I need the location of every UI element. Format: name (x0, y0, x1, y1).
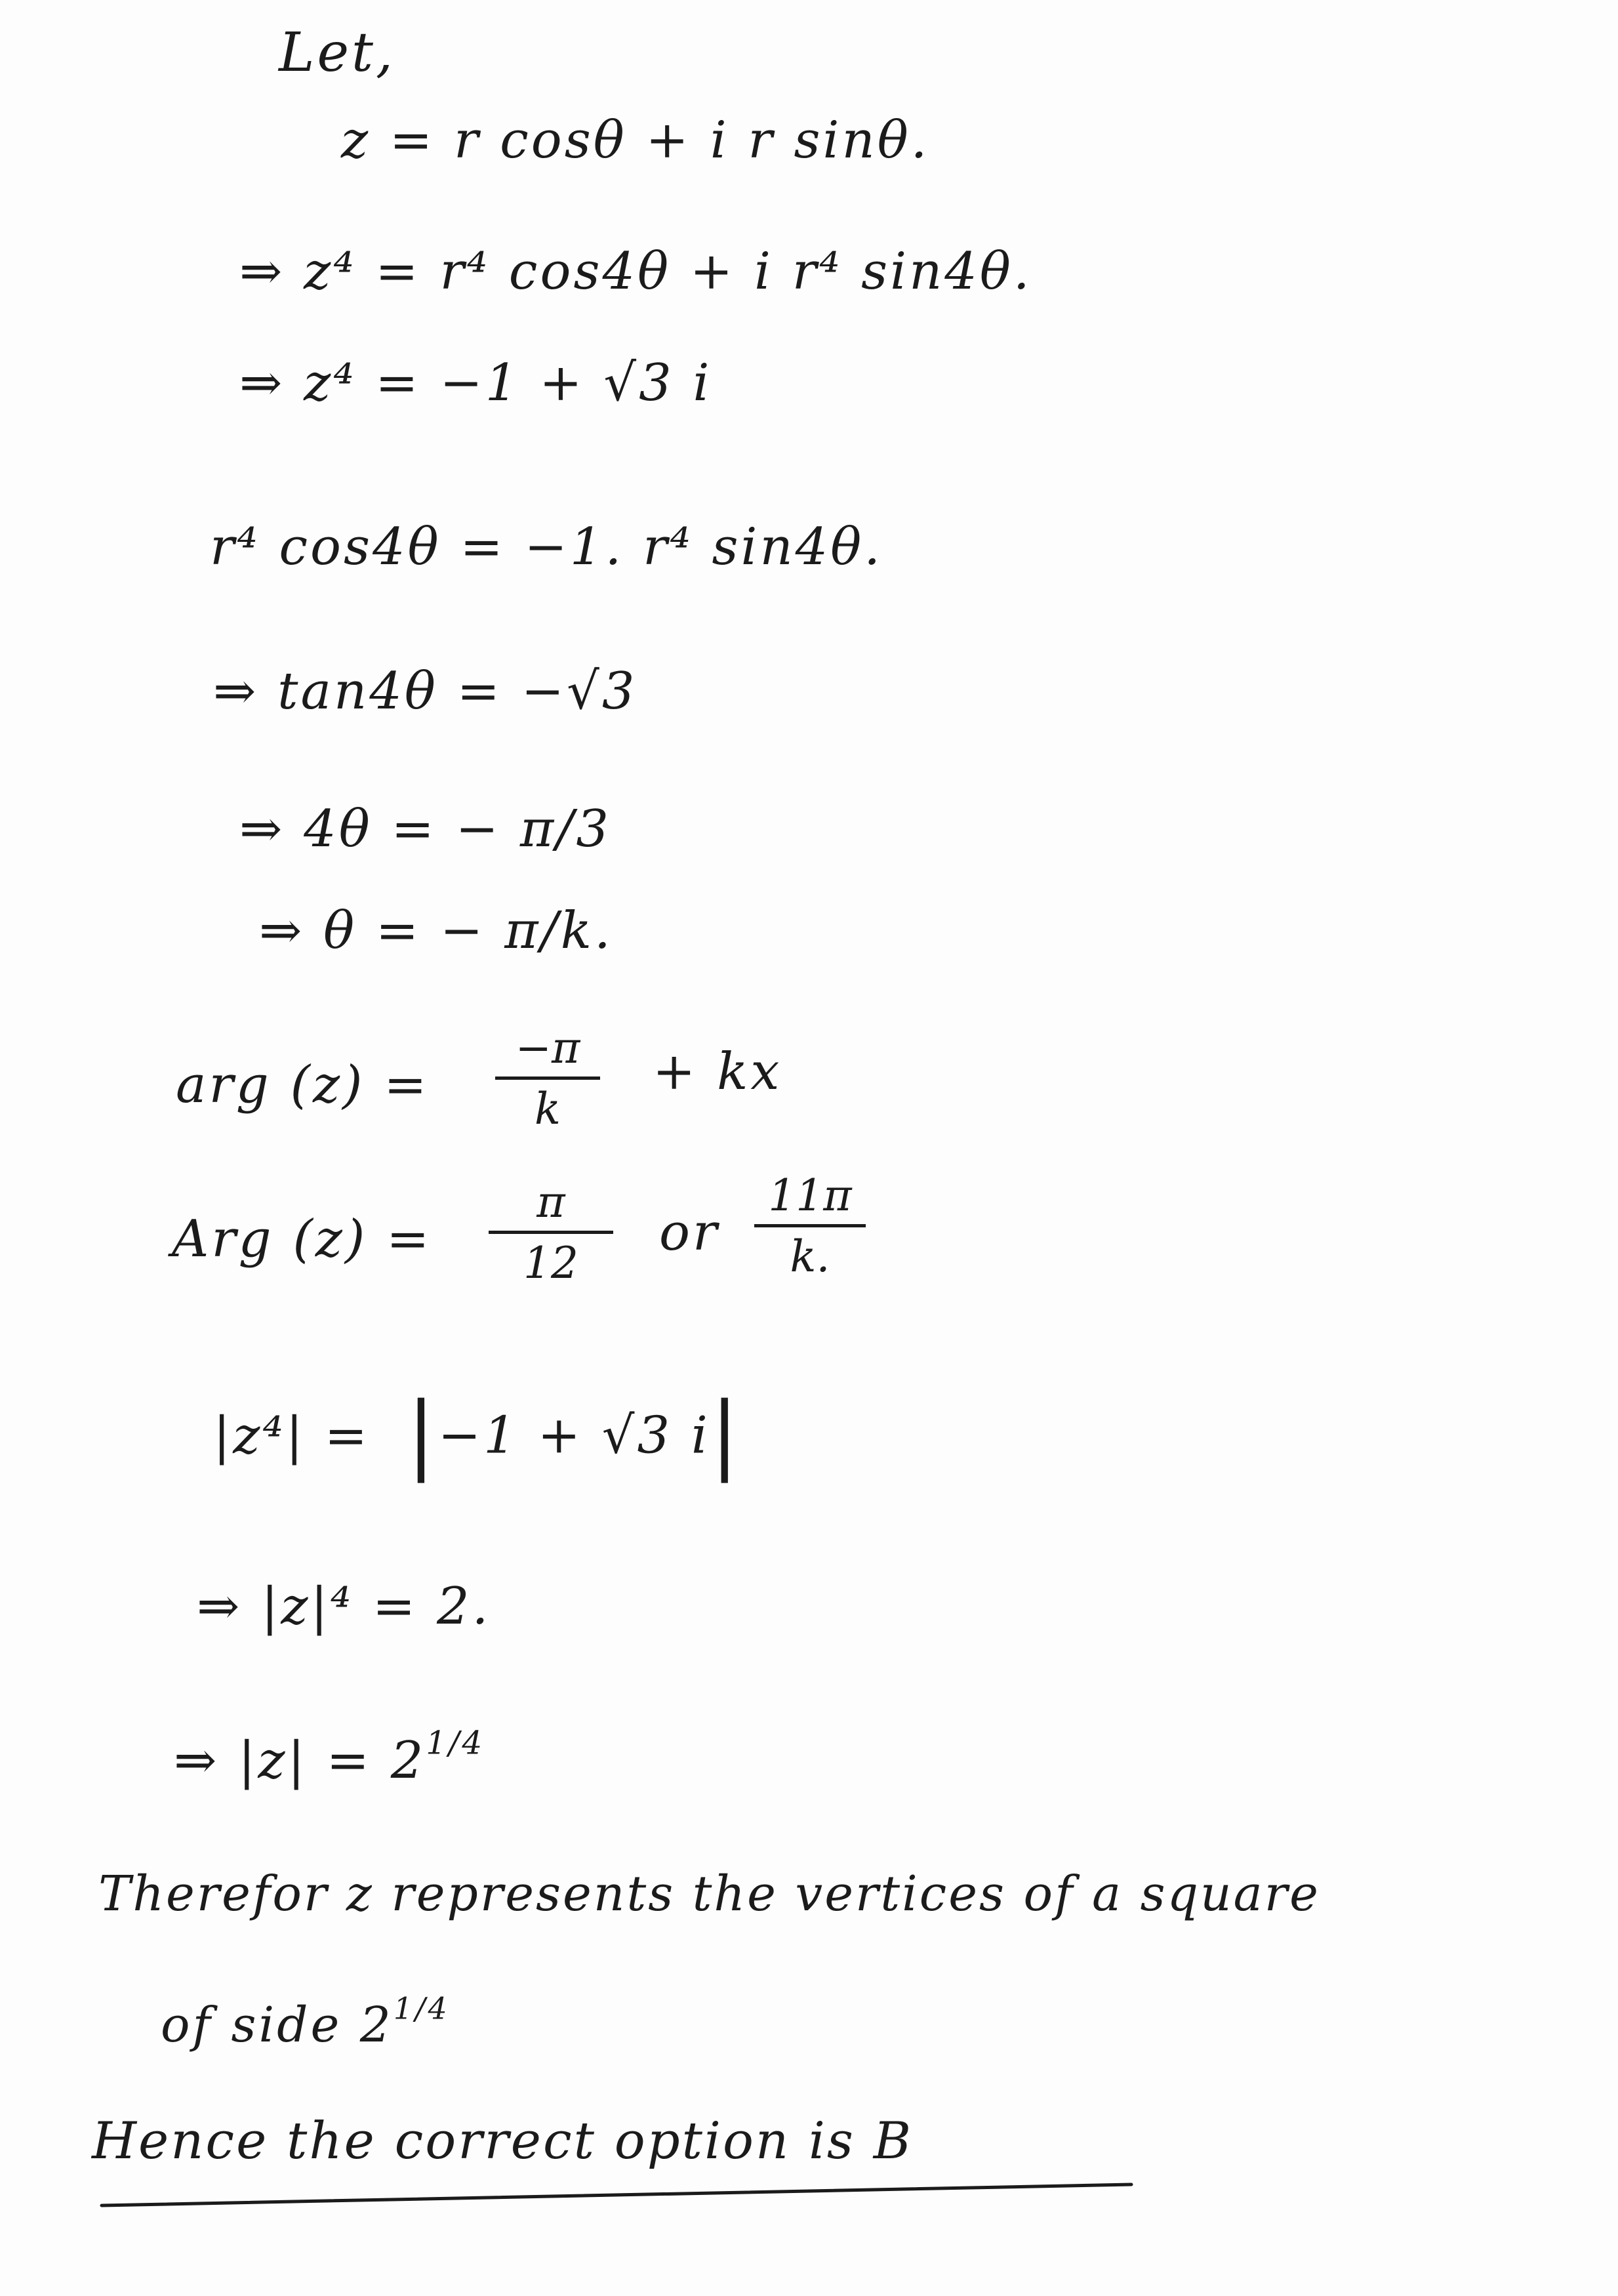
mod-line-3 (174, 1725, 485, 1790)
arg-denominator: k (535, 1084, 561, 1134)
arg-lhs: arg (z) = (176, 1056, 430, 1115)
let-text: Let, (279, 22, 395, 84)
line-z4-polar: ⇒ z⁴ = r⁴ cos4θ + i r⁴ sin4θ. (239, 242, 1032, 301)
line-theta: ⇒ θ = − π/k. (259, 901, 613, 960)
mod-rhs (407, 1384, 742, 1483)
line-tan: ⇒ tan4θ = −√3 (213, 662, 637, 721)
line-z4-value: ⇒ z⁴ = −1 + √3 i (239, 354, 712, 413)
mod-line-3-base: ⇒ |z| = 2 (174, 1731, 426, 1790)
Arg-f1-denominator: 12 (523, 1238, 578, 1288)
line-4theta: ⇒ 4θ = − π/3 (239, 800, 611, 859)
line-equate: r⁴ cos4θ = −1. r⁴ sin4θ. (210, 518, 883, 577)
answer-line: Hence the correct option is B (92, 2112, 914, 2171)
answer-underline (98, 2178, 1135, 2217)
side-exponent: 1/4 (393, 1990, 450, 2026)
arg-tail: + kx (653, 1042, 782, 1101)
Arg-f2-numerator: 11π (768, 1170, 852, 1221)
line-z-polar: z = r cosθ + i r sinθ. (341, 111, 930, 170)
conclusion-line-1: Therefor z represents the vertices of a square (98, 1866, 1320, 1922)
Arg-f1-numerator: π (536, 1177, 565, 1227)
Arg-fraction-2 (754, 1170, 866, 1282)
mod-rhs-expression: −1 + √3 i (437, 1406, 710, 1466)
mod-line-3-exponent: 1/4 (426, 1725, 485, 1762)
mod-line-2: ⇒ |z|⁴ = 2. (197, 1577, 491, 1636)
arg-fraction (495, 1023, 600, 1134)
conclusion-line-2 (161, 1990, 450, 2053)
conclusion-line-2-text: of side 2 (161, 1997, 394, 2053)
Arg-or: or (659, 1203, 720, 1262)
answer-underline-stroke (102, 2184, 1131, 2205)
Arg-lhs: Arg (z) = (172, 1210, 432, 1269)
Arg-f2-denominator: k. (790, 1231, 830, 1282)
mod-lhs: |z⁴| = (213, 1406, 371, 1466)
Arg-fraction-1 (489, 1177, 613, 1288)
abs-bar-right: | (710, 1384, 742, 1483)
abs-bar-left: | (407, 1384, 438, 1483)
arg-numerator: −π (515, 1023, 580, 1073)
